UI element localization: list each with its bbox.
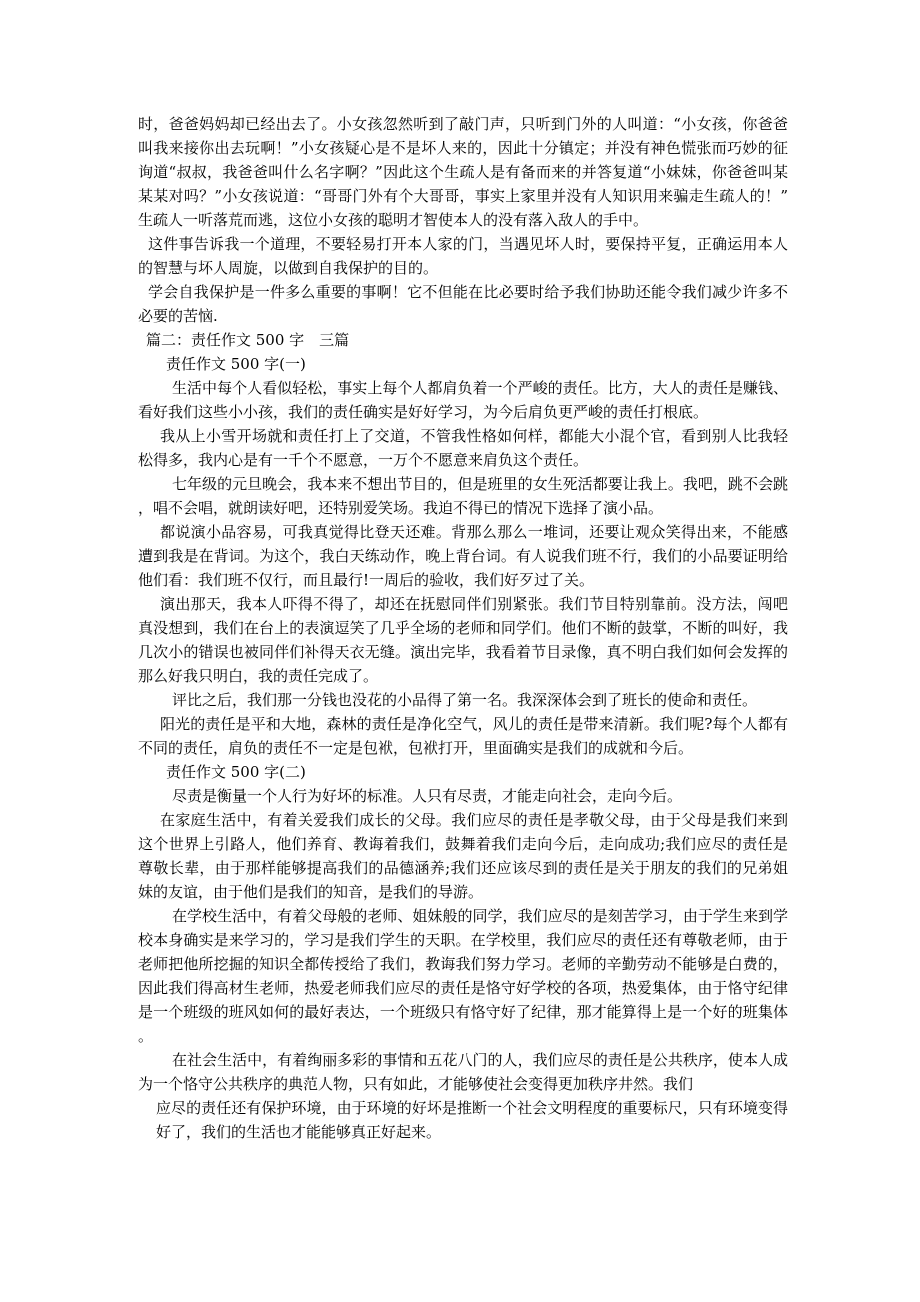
paragraph-lesson: 这件事告诉我一个道理，不要轻易打开本人家的门，当遇见坏人时，要保持平复，正确运用本人的智慧与坏人周旋，以做到自我保护的目的。 bbox=[138, 235, 788, 277]
paragraph-essay1-5: 演出那天，我本人吓得不得了，却还在抚慰同伴们别紧张。我们节目特别靠前。没方法，闯吧真没想到，我们在台上的表演逗笑了几乎全场的老师和同学们。他们不断的鼓掌，不断的叫好，我几次小的错误也被同伴们补得天衣无缝。演出完毕，我看着节目录像，真不明白我们如何会发挥的那么好我只明白，我的责任完成了。 bbox=[138, 595, 788, 685]
paragraph-essay2-3: 在学校生活中，有着父母般的老师、姐妹般的同学，我们应尽的是刻苦学习，由于学生来到学校本身确实是来学习的，学习是我们学生的天职。在学校里，我们应尽的责任还有尊敬老师，由于老师把他所挖掘的知识全都传授给了我们，教诲我们努力学习。老师的辛勤劳动不能够是白费的，因此我们得高材生老师，热爱老师我们应尽的责任是恪守好学校的各项，热爱集体，由于恪守纪律是一个班级的班风如何的最好表达，一个班级只有恪守好了纪律，那才能算得上是一个好的班集体。 bbox=[138, 907, 788, 1045]
paragraph-essay1-3: 七年级的元旦晚会，我本来不想出节目的，但是班里的女生死活都要让我上。我吧，跳不会跳，唱不会唱，就朗读好吧，还特别爱笑场。我迫不得已的情况下选择了演小品。 bbox=[138, 475, 788, 517]
paragraph-essay2-2: 在家庭生活中，有着关爱我们成长的父母。我们应尽的责任是孝敬父母，由于父母是我们来到这个世界上引路人，他们养育、教诲着我们，鼓舞着我们走向今后，走向成功;我们应尽的责任是尊敬长辈，由于那样能够提高我们的品德涵养;我们还应该尽到的责任是关于朋友的我们的兄弟姐妹的友谊，由于他们是我们的知音，是我们的导游。 bbox=[138, 811, 788, 901]
paragraph-essay2-5: 应尽的责任还有保护环境，由于环境的好坏是推断一个社会文明程度的重要标尺，只有环境变得好了，我们的生活也才能能够真正好起来。 bbox=[156, 1099, 788, 1141]
paragraph-essay1-7: 阳光的责任是平和大地，森林的责任是净化空气，风儿的责任是带来清新。我们呢?每个人都有不同的责任，肩负的责任不一定是包袱，包袱打开，里面确实是我们的成就和今后。 bbox=[138, 715, 788, 757]
paragraph-essay1-1: 生活中每个人看似轻松，事实上每个人都肩负着一个严峻的责任。比方，大人的责任是赚钱、看好我们这些小小孩，我们的责任确实是好好学习，为今后肩负更严峻的责任打根底。 bbox=[138, 379, 788, 421]
essay-title-2: 责任作文 500 字(二) bbox=[166, 763, 306, 781]
essay-title-1: 责任作文 500 字(一) bbox=[166, 355, 306, 373]
document-page bbox=[138, 112, 788, 1144]
paragraph-essay2-4: 在社会生活中，有着绚丽多彩的事情和五花八门的人，我们应尽的责任是公共秩序，使本人成为一个恪守公共秩序的典范人物，只有如此，才能够使社会变得更加秩序井然。我们 bbox=[138, 1051, 788, 1093]
paragraph-self-protection: 学会自我保护是一件多么重要的事啊！它不但能在比必要时给予我们协助还能令我们减少许多不必要的苦恼. bbox=[138, 283, 788, 325]
paragraph-essay2-1: 尽责是衡量一个人行为好坏的标准。人只有尽责，才能走向社会，走向今后。 bbox=[172, 787, 683, 805]
paragraph-essay1-4: 都说演小品容易，可我真觉得比登天还难。背那么那么一堆词，还要让观众笑得出来，不能感遭到我是在背词。为这个，我白天练动作，晚上背台词。有人说我们班不行，我们的小品要证明给他们看：我们班不仅行，而且最行!一周后的验收，我们好歹过了关。 bbox=[138, 523, 788, 589]
paragraph-essay1-6: 评比之后，我们那一分钱也没花的小品得了第一名。我深深体会到了班长的使命和责任。 bbox=[172, 691, 758, 709]
section-heading: 篇二：责任作文 500 字 三篇 bbox=[146, 331, 350, 349]
paragraph-essay1-2: 我从上小雪开场就和责任打上了交道，不管我性格如何样，都能大小混个官，看到别人比我轻松得多，我内心是有一千个不愿意，一万个不愿意来肩负这个责任。 bbox=[138, 427, 788, 469]
paragraph-story-end: 时，爸爸妈妈却已经出去了。小女孩忽然听到了敲门声，只听到门外的人叫道：“小女孩，你爸爸叫我来接你出去玩啊！”小女孩疑心是不是坏人来的，因此十分镇定；并没有神色慌张而巧妙的征询道“叔叔，我爸爸叫什么名字啊？”因此这个生疏人是有备而来的并答复道“小妹妹，你爸爸叫某某某对吗？”小女孩说道：“哥哥门外有个大哥哥，事实上家里并没有人知识用来骗走生疏人的！”生疏人一听落荒而逃，这位小女孩的聪明才智使本人的没有落入敌人的手中。 bbox=[138, 115, 788, 229]
